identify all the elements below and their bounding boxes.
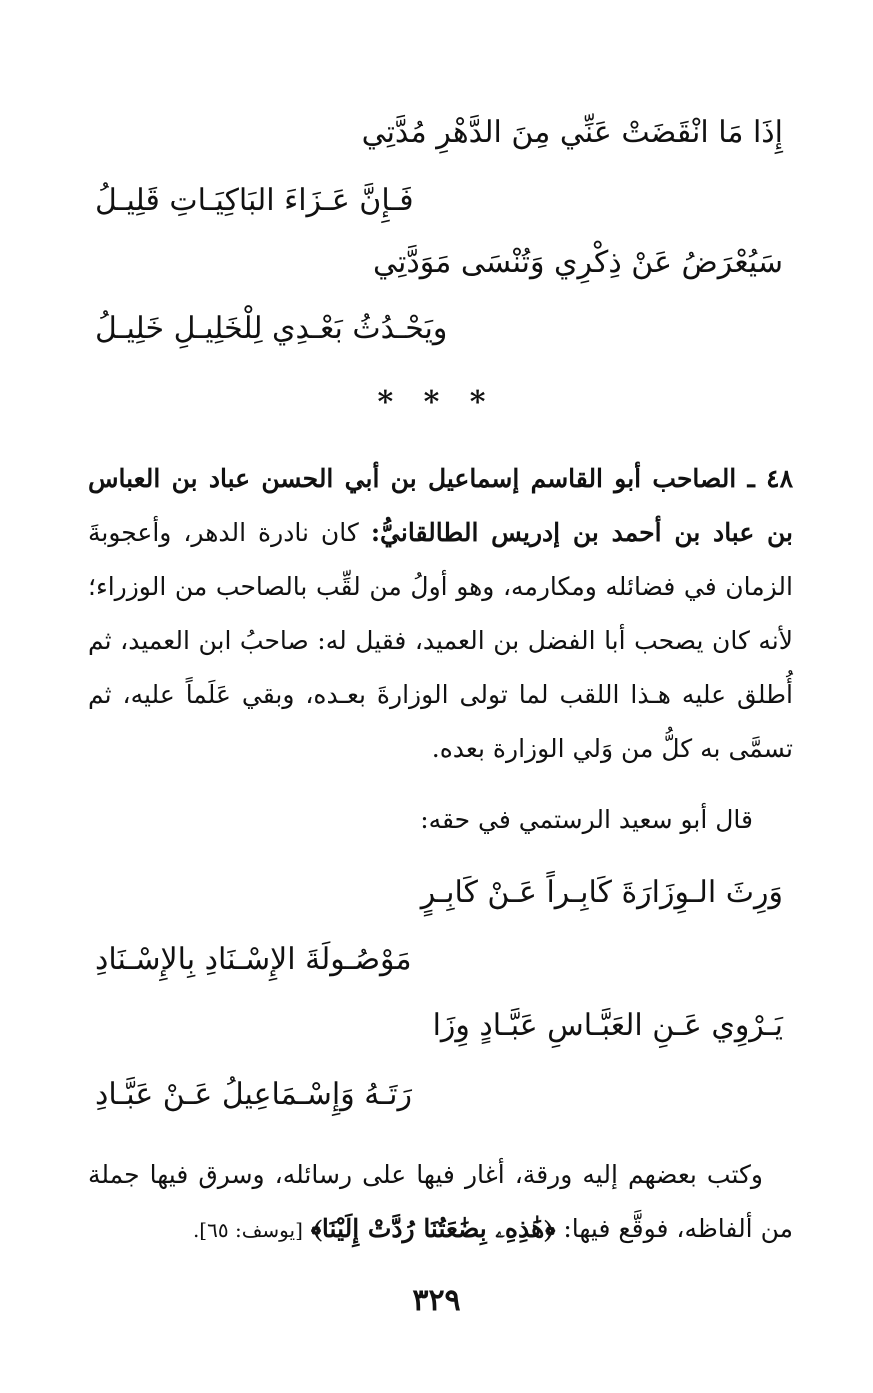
entry-paragraph <box>88 452 793 776</box>
closing-paragraph <box>88 1148 793 1257</box>
verse-line-4: ويَحْـدُثُ بَعْـدِي لِلْخَلِيـلِ خَلِيـلُ <box>95 311 448 346</box>
verse-line-6: مَوْصُـولَةَ الإِسْـنَادِ بِالإِسْـنَادِ <box>95 942 412 977</box>
page-number: ٣٢٩ <box>412 1283 461 1318</box>
verse-line-8: رَتَـهُ وَإِسْـمَاعِيلُ عَـنْ عَبَّـادِ <box>95 1077 412 1112</box>
closing-paragraph-text: وكتب بعضهم إليه ورقة، أغار فيها على رسائله، وسرق فيها جملة من ألفاظه، فوقَّع فيها: <box>88 1160 793 1243</box>
verse-line-5: وَرِثَ الـوِزَارَةَ كَابِـراً عَـنْ كَابِـرٍ <box>420 875 783 910</box>
verse-line-2: فَـإِنَّ عَـزَاءَ البَاكِيَـاتِ قَلِيـلُ <box>95 183 414 218</box>
poem-intro: قال أبو سعيد الرستمي في حقه: <box>420 805 753 834</box>
verse-line-3: سَيُعْرَضُ عَنْ ذِكْرِي وَتُنْسَى مَوَدَّتِي <box>373 245 783 280</box>
section-separator: * * * <box>377 385 496 420</box>
quran-quote: ﴿هَٰذِهِۦ بِضَٰعَتُنَا رُدَّتْ إِلَيْنَا﴾ <box>310 1214 556 1243</box>
verse-line-7: يَـرْوِي عَـنِ العَبَّـاسِ عَبَّـادٍ وِزَا <box>432 1008 783 1043</box>
entry-heading: ٤٨ ـ الصاحب أبو القاسم إسماعيل بن أبي الحسن عباد بن العباس بن عباد بن أحمد بن إدريس الطالقانيُّ: <box>88 464 794 547</box>
quran-citation: [يوسف: ٦٥]. <box>192 1218 303 1242</box>
verse-line-1: إِذَا مَا انْقَضَتْ عَنِّي مِنَ الدَّهْرِ مُدَّتِي <box>361 115 783 150</box>
entry-body: كان نادرة الدهر، وأعجوبةَ الزمان في فضائله ومكارمه، وهو أولُ من لقِّب بالصاحب من الوزراء؛ لأنه كان يصحب أبا الفضل بن العميد، فقيل له: صاحبُ ابن العميد، ثم أُطلق عليه هـذا اللقب لما تولى الوزارةَ بعـده، وبقي عَلَماً عليه، ثم تسمَّى به كلُّ من وَلي الوزارة بعده. <box>88 518 793 763</box>
